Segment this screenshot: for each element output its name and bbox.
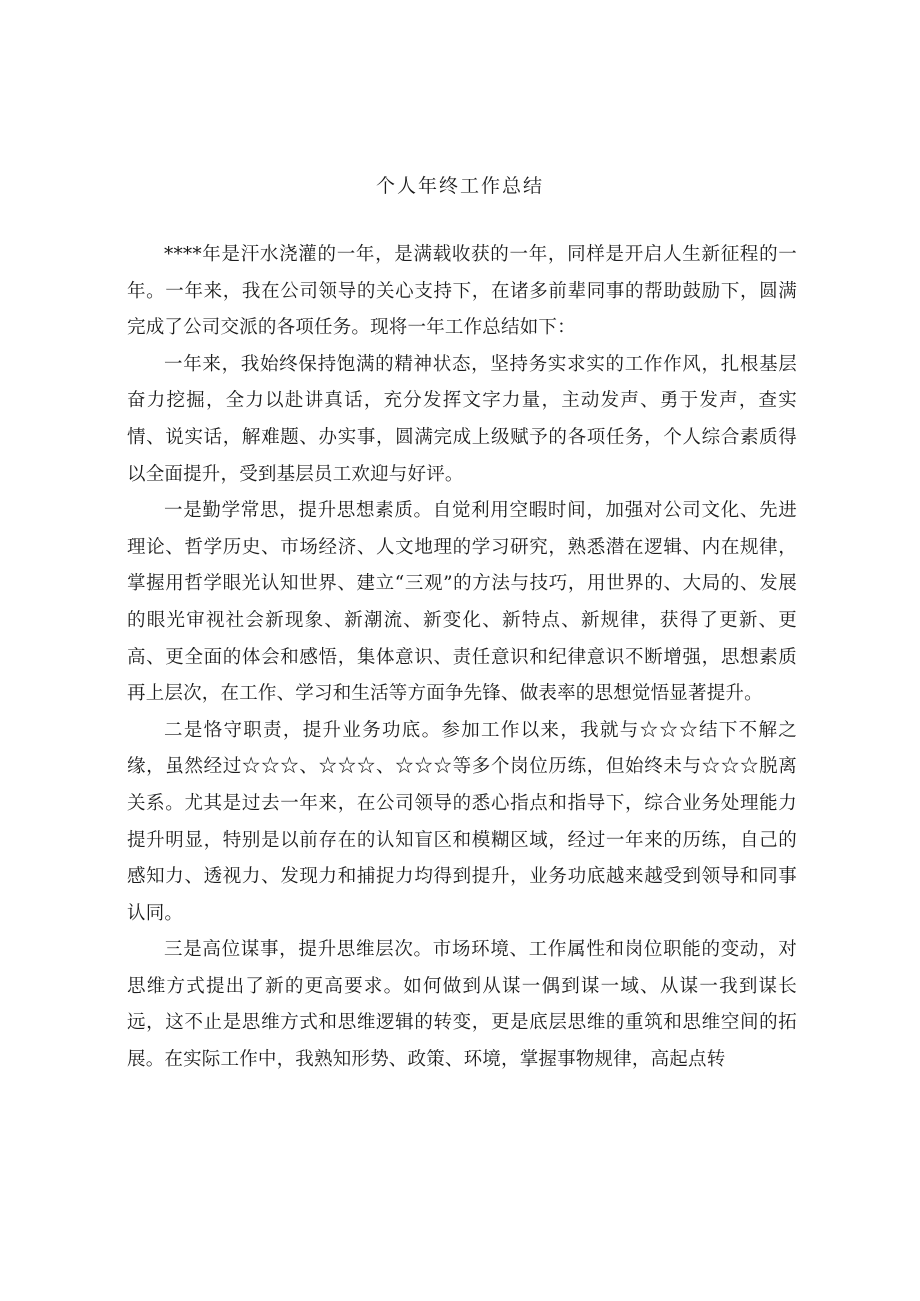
paragraph-intro: ****年是汗水浇灌的一年，是满载收获的一年，同样是开启人生新征程的一年。一年来，我在公司领导的关心支持下，在诸多前辈同事的帮助鼓励下，圆满完成了公司交派的各项任务。现将一年工作总结如下： <box>127 244 797 339</box>
document-body <box>127 237 797 1079</box>
paragraph-point-three: 三是高位谋事，提升思维层次。市场环境、工作属性和岗位职能的变动，对思维方式提出了新的更高要求。如何做到从谋一偶到谋一域、从谋一我到谋长远，这不止是思维方式和思维逻辑的转变，更是底层思维的重筑和思维空间的拓展。在实际工作中，我熟知形势、政策、环境，掌握事物规律，高起点转 <box>127 939 797 1071</box>
paragraph-overview: 一年来，我始终保持饱满的精神状态，坚持务实求实的工作作风，扎根基层奋力挖掘，全力以赴讲真话，充分发挥文字力量，主动发声、勇于发声，查实情、说实话，解难题、办实事，圆满完成上级赋予的各项任务，个人综合素质得以全面提升，受到基层员工欢迎与好评。 <box>127 353 797 485</box>
paragraph-point-two: 二是恪守职责，提升业务功底。参加工作以来，我就与☆☆☆结下不解之缘，虽然经过☆☆☆、☆☆☆、☆☆☆等多个岗位历练，但始终未与☆☆☆脱离关系。尤其是过去一年来，在公司领导的悉心指点和指导下，综合业务处理能力提升明显，特别是以前存在的认知盲区和模糊区域，经过一年来的历练，自己的感知力、透视力、发现力和捕捉力均得到提升，业务功底越来越受到领导和同事认同。 <box>127 719 797 924</box>
paragraph-point-one: 一是勤学常思，提升思想素质。自觉利用空暇时间，加强对公司文化、先进理论、哲学历史、市场经济、人文地理的学习研究，熟悉潜在逻辑、内在规律，掌握用哲学眼光认知世界、建立“三观”的方法与技巧，用世界的、大局的、发展的眼光审视社会新现象、新潮流、新变化、新特点、新规律，获得了更新、更高、更全面的体会和感悟，集体意识、责任意识和纪律意识不断增强，思想素质再上层次，在工作、学习和生活等方面争先锋、做表率的思想觉悟显著提升。 <box>127 500 797 705</box>
document-title: 个人年终工作总结 <box>375 175 544 197</box>
